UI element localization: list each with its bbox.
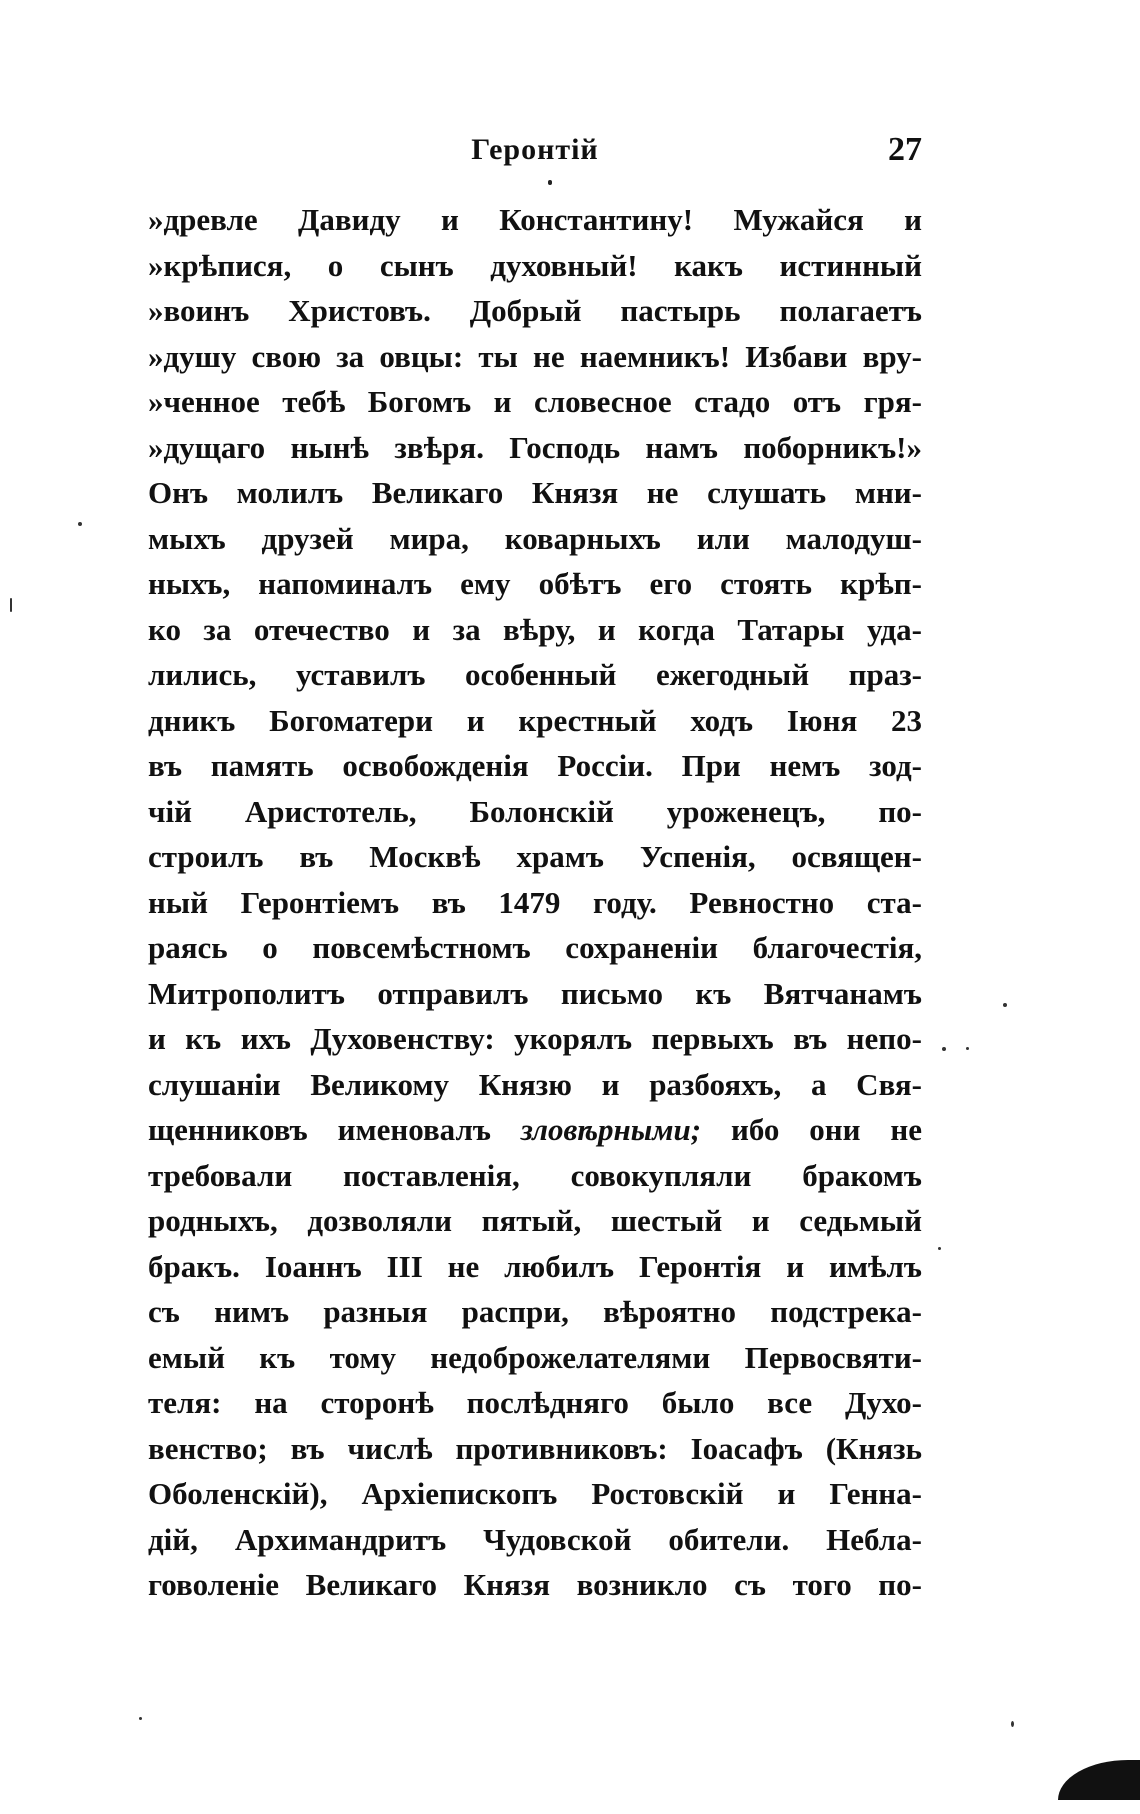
scan-speck [1003, 1003, 1007, 1007]
text-line-with-emphasis [148, 1107, 922, 1153]
scan-speck [1011, 1721, 1014, 1727]
scan-speck [942, 1047, 946, 1051]
text-line: родныхъ, дозволяли пятый, шестый и седьмый [148, 1203, 922, 1238]
body-text [148, 197, 922, 1608]
emphasized-word: зловѣрными; [520, 1112, 702, 1147]
scan-speck [139, 1717, 142, 1720]
text-fragment: ибо они не [730, 1112, 922, 1147]
page-title: Геронтій [471, 133, 599, 166]
header-dot [548, 180, 552, 185]
text-line: чій Аристотель, Болонскій уроженецъ, по- [148, 793, 922, 829]
text-line: дникъ Богоматери и крестный ходъ Іюня 23 [148, 702, 922, 738]
text-line: »душу свою за овцы: ты не наемникъ! Избави вру- [148, 338, 922, 374]
text-line: бракъ. Іоаннъ III не любилъ Геронтія и имѣлъ [148, 1248, 922, 1284]
text-line: требовали поставленія, совокупляли бракомъ [148, 1157, 922, 1193]
text-line: »воинъ Христовъ. Добрый пастырь полагаетъ [148, 293, 922, 328]
text-line: венство; въ числѣ противниковъ: Іоасафъ (Князь [148, 1430, 922, 1466]
text-line: Митрополитъ отправилъ письмо къ Вятчанамъ [148, 975, 922, 1011]
text-line: строилъ въ Москвѣ храмъ Успенія, освящен- [148, 839, 922, 874]
text-line: слушаніи Великому Князю и разбояхъ, а Свя- [148, 1066, 922, 1102]
text-line: Оболенскій), Архіепископъ Ростовскій и Геннa- [148, 1476, 922, 1511]
text-line: Онъ молилъ Великаго Князя не слушать мни- [148, 475, 922, 510]
text-line: ныхъ, напоминалъ ему обѣтъ его стоять крѣп- [148, 566, 922, 601]
text-line: »древле Давиду и Константину! Мужайся и [148, 202, 922, 237]
text-line: съ нимъ разныя распри, вѣроятно подстрека- [148, 1294, 922, 1329]
text-line: въ память освобожденія Россіи. При немъ зод- [148, 748, 922, 783]
text-line: лились, уставилъ особенный ежегодный праз- [148, 657, 922, 692]
text-line: ко за отечество и за вѣру, и когда Татары уда- [148, 611, 922, 647]
page-number: 27 [888, 131, 922, 168]
scan-speck [966, 1047, 969, 1050]
running-head [148, 128, 922, 172]
text-line: ный Геронтіемъ въ 1479 году. Ревностно ста- [148, 884, 922, 920]
ink-blot [1058, 1760, 1140, 1800]
text-line: »ченное тебѣ Богомъ и словесное стадо отъ гря- [148, 384, 922, 419]
text-line: говоленіе Великаго Князя возникло съ того по- [148, 1567, 922, 1602]
text-line: емый къ тому недоброжелателями Первосвяти- [148, 1339, 922, 1375]
text-fragment: щенниковъ именовалъ [148, 1112, 491, 1147]
text-line: »дущаго нынѣ звѣря. Господь намъ поборникъ!» [148, 429, 922, 465]
scan-speck [10, 598, 12, 612]
text-line: дій, Архимандритъ Чудовской обители. Небла- [148, 1521, 922, 1557]
text-line: и къ ихъ Духовенству: укорялъ первыхъ въ непо- [148, 1021, 922, 1056]
scan-speck [78, 522, 82, 526]
text-line: »крѣпися, о сынъ духовный! какъ истинный [148, 247, 922, 283]
text-line: раясь о повсемѣстномъ сохраненіи благочестія, [148, 930, 922, 965]
scan-speck [938, 1247, 941, 1250]
text-line: теля: на сторонѣ послѣдняго было все Духо- [148, 1385, 922, 1420]
text-line: мыхъ друзей мира, коварныхъ или малодуш- [148, 520, 922, 556]
